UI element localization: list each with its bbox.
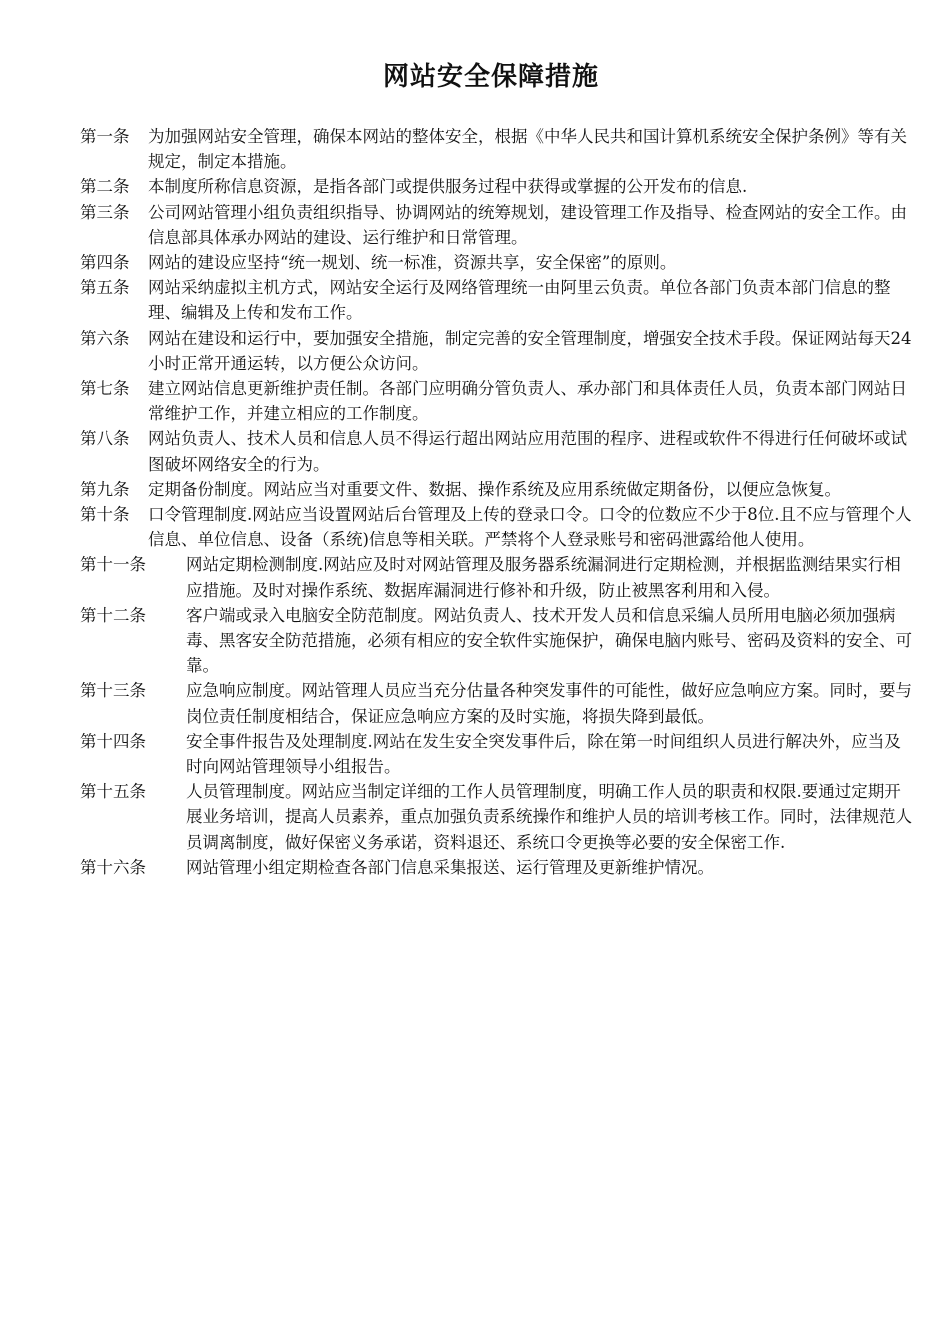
article-3 (80, 200, 916, 250)
article-text: 网站采纳虚拟主机方式，网站安全运行及网络管理统一由阿里云负责。单位各部门负责本部门信息的整理、编辑及上传和发布工作。 (148, 278, 891, 323)
article-14 (80, 729, 916, 779)
article-9 (80, 477, 916, 502)
article-text: 客户端或录入电脑安全防范制度。网站负责人、技术开发人员和信息采编人员所用电脑必须加强病毒、黑客安全防范措施，必须有相应的安全软件实施保护，确保电脑内账号、密码及资料的安全、可靠。 (186, 605, 912, 676)
article-number: 第十六条 (80, 857, 146, 877)
article-7 (80, 376, 916, 426)
article-number: 第九条 (80, 479, 130, 499)
article-text: 口令管理制度.网站应当设置网站后台管理及上传的登录口令。口令的位数应不少于8位.且不应与管理个人信息、单位信息、设备（系统)信息等相关联。严禁将个人登录账号和密码泄露给他人使用。 (148, 505, 912, 550)
article-text: 公司网站管理小组负责组织指导、协调网站的统筹规划，建设管理工作及指导、检查网站的安全工作。由信息部具体承办网站的建设、运行维护和日常管理。 (148, 202, 907, 247)
article-text: 应急响应制度。网站管理人员应当充分估量各种突发事件的可能性，做好应急响应方案。同时，要与岗位责任制度相结合，保证应急响应方案的及时实施，将损失降到最低。 (186, 681, 912, 726)
article-text: 定期备份制度。网站应当对重要文件、数据、操作系统及应用系统做定期备份，以便应急恢复。 (148, 479, 841, 499)
article-number: 第一条 (80, 127, 130, 146)
article-number: 第十三条 (80, 681, 146, 701)
article-number: 第十条 (80, 505, 130, 525)
article-number: 第五条 (80, 278, 130, 298)
article-5 (80, 275, 916, 325)
document-body (80, 124, 916, 880)
article-11 (80, 552, 916, 602)
article-16 (80, 855, 916, 880)
article-number: 第八条 (80, 429, 130, 449)
article-number: 第十四条 (80, 731, 146, 751)
article-number: 第二条 (80, 177, 130, 197)
article-number: 第七条 (80, 379, 130, 399)
article-text: 人员管理制度。网站应当制定详细的工作人员管理制度，明确工作人员的职责和权限.要通过定期开展业务培训，提高人员素养，重点加强负责系统操作和维护人员的培训考核工作。同时，法律规范人员调离制度，做好保密义务承诺，资料退还、系统口令更换等必要的安全保密工作. (186, 782, 912, 852)
article-text: 网站在建设和运行中，要加强安全措施，制定完善的安全管理制度，增强安全技术手段。保证网站每天24小时正常开通运转，以方便公众访问。 (148, 328, 912, 373)
article-15 (80, 779, 916, 855)
article-number: 第十二条 (80, 605, 146, 625)
article-2 (80, 174, 916, 199)
article-text: 网站管理小组定期检查各部门信息采集报送、运行管理及更新维护情况。 (186, 857, 714, 877)
article-text: 安全事件报告及处理制度.网站在发生安全突发事件后，除在第一时间组织人员进行解决外，应当及时向网站管理领导小组报告。 (186, 731, 901, 777)
article-text: 为加强网站安全管理，确保本网站的整体安全，根据《中华人民共和国计算机系统安全保护条例》等有关规定，制定本措施。 (148, 127, 907, 172)
article-number: 第十一条 (80, 555, 146, 575)
document-title: 网站安全保障措施 (382, 62, 599, 92)
article-number: 第四条 (80, 253, 130, 273)
article-text: 网站定期检测制度.网站应及时对网站管理及服务器系统漏洞进行定期检测，并根据监测结果实行相应措施。及时对操作系统、数据库漏洞进行修补和升级，防止被黑客利用和入侵。 (186, 555, 901, 600)
article-number: 第六条 (80, 328, 130, 348)
article-text: 网站负责人、技术人员和信息人员不得运行超出网站应用范围的程序、进程或软件不得进行任何破坏或试图破坏网络安全的行为。 (148, 429, 907, 474)
article-text: 本制度所称信息资源，是指各部门或提供服务过程中获得或掌握的公开发布的信息. (148, 177, 748, 197)
article-13 (80, 678, 916, 728)
article-number: 第十五条 (80, 782, 146, 802)
article-4 (80, 250, 916, 275)
article-8 (80, 426, 916, 476)
article-10 (80, 502, 916, 552)
article-number: 第三条 (80, 202, 130, 222)
article-text: 网站的建设应坚持“统一规划、统一标准，资源共享，安全保密”的原则。 (148, 253, 677, 273)
article-1 (80, 124, 916, 174)
article-6 (80, 326, 916, 376)
article-text: 建立网站信息更新维护责任制。各部门应明确分管负责人、承办部门和具体责任人员，负责本部门网站日常维护工作，并建立相应的工作制度。 (148, 379, 907, 424)
article-12 (80, 603, 916, 679)
